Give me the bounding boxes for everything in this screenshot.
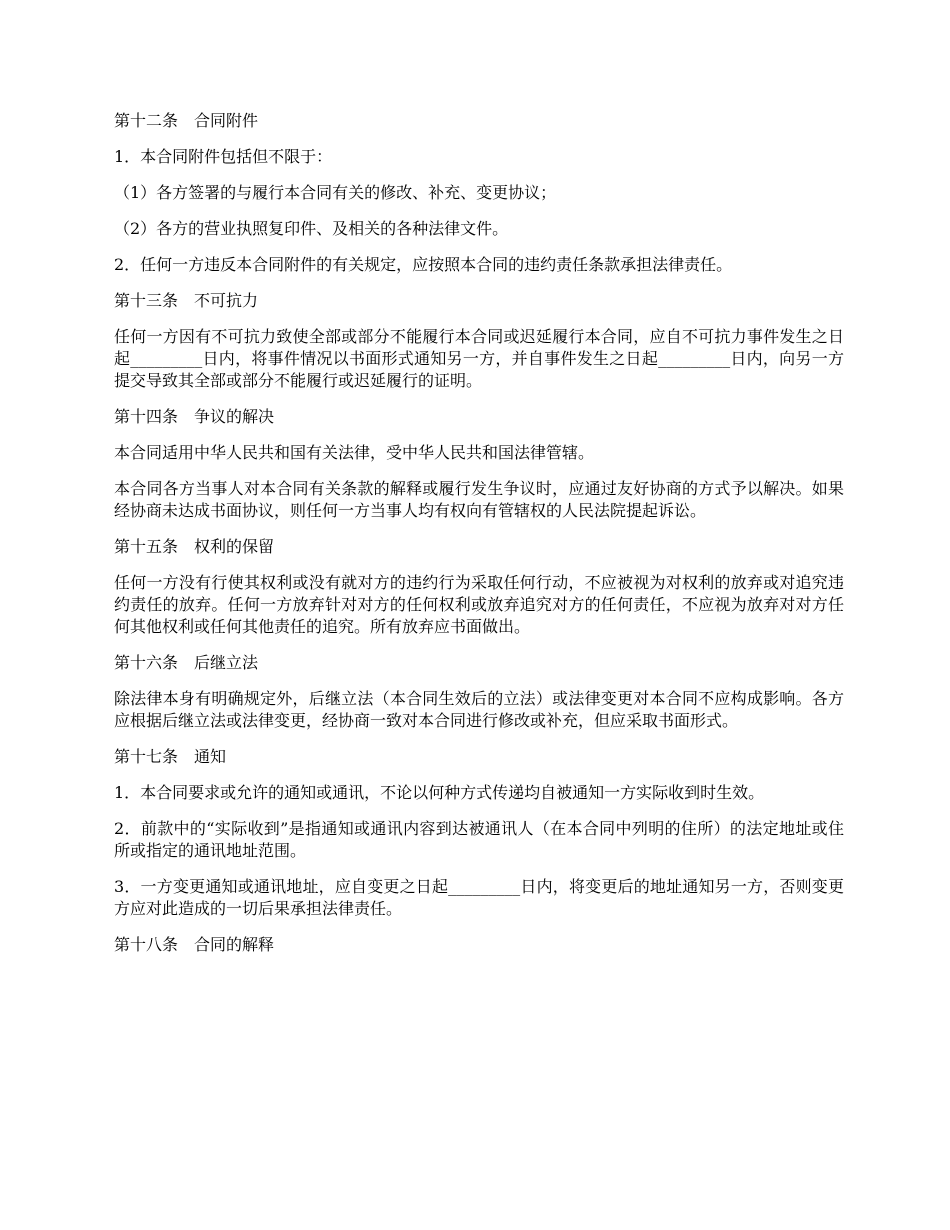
article-14-body-1: 本合同适用中华人民共和国有关法律，受中华人民共和国法律管辖。 — [114, 443, 595, 462]
document-page — [114, 110, 844, 970]
article-17-clause-3: 3．一方变更通知或通讯地址，应自变更之日起_________日内，将变更后的地址通知另一方，否则变更方应对此造成的一切后果承担法律责任。 — [114, 877, 844, 918]
article-15-body: 任何一方没有行使其权利或没有就对方的违约行为采取任何行动，不应被视为对权利的放弃或对追究违约责任的放弃。任何一方放弃针对对方的任何权利或放弃追究对方的任何责任，不应视为放弃对对方任何其他权利或任何其他责任的追究。所有放弃应书面做出。 — [114, 573, 844, 636]
article-14-body-2: 本合同各方当事人对本合同有关条款的解释或履行发生争议时，应通过友好协商的方式予以解决。如果经协商未达成书面协议，则任何一方当事人均有权向有管辖权的人民法院提起诉讼。 — [114, 479, 844, 520]
article-12-clause-1: 1．本合同附件包括但不限于： — [114, 147, 333, 166]
article-18-heading: 第十八条 合同的解释 — [114, 935, 275, 954]
article-16-heading: 第十六条 后继立法 — [114, 653, 259, 672]
article-17-clause-1: 1．本合同要求或允许的通知或通讯，不论以何种方式传递均自被通知一方实际收到时生效。 — [114, 783, 765, 802]
article-17-heading: 第十七条 通知 — [114, 747, 227, 766]
article-12-clause-1-item-1: （1）各方签署的与履行本合同有关的修改、补充、变更协议； — [114, 183, 557, 202]
article-12-clause-2: 2．任何一方违反本合同附件的有关规定，应按照本合同的违约责任条款承担法律责任。 — [114, 255, 733, 274]
article-14-heading: 第十四条 争议的解决 — [114, 407, 275, 426]
article-15-heading: 第十五条 权利的保留 — [114, 537, 275, 556]
article-16-body: 除法律本身有明确规定外，后继立法（本合同生效后的立法）或法律变更对本合同不应构成影响。各方应根据后继立法或法律变更，经协商一致对本合同进行修改或补充，但应采取书面形式。 — [114, 689, 844, 730]
article-17-clause-2: 2．前款中的“实际收到”是指通知或通讯内容到达被通讯人（在本合同中列明的住所）的法定地址或住所或指定的通讯地址范围。 — [114, 819, 844, 860]
article-13-body: 任何一方因有不可抗力致使全部或部分不能履行本合同或迟延履行本合同，应自不可抗力事件发生之日起_________日内，将事件情况以书面形式通知另一方，并自事件发生之日起_________日内，向另一方提交导致其全部或部分不能履行或迟延履行的证明。 — [114, 327, 844, 390]
article-12-heading: 第十二条 合同附件 — [114, 111, 259, 130]
article-13-heading: 第十三条 不可抗力 — [114, 291, 259, 310]
article-12-clause-1-item-2: （2）各方的营业执照复印件、及相关的各种法律文件。 — [114, 219, 509, 238]
